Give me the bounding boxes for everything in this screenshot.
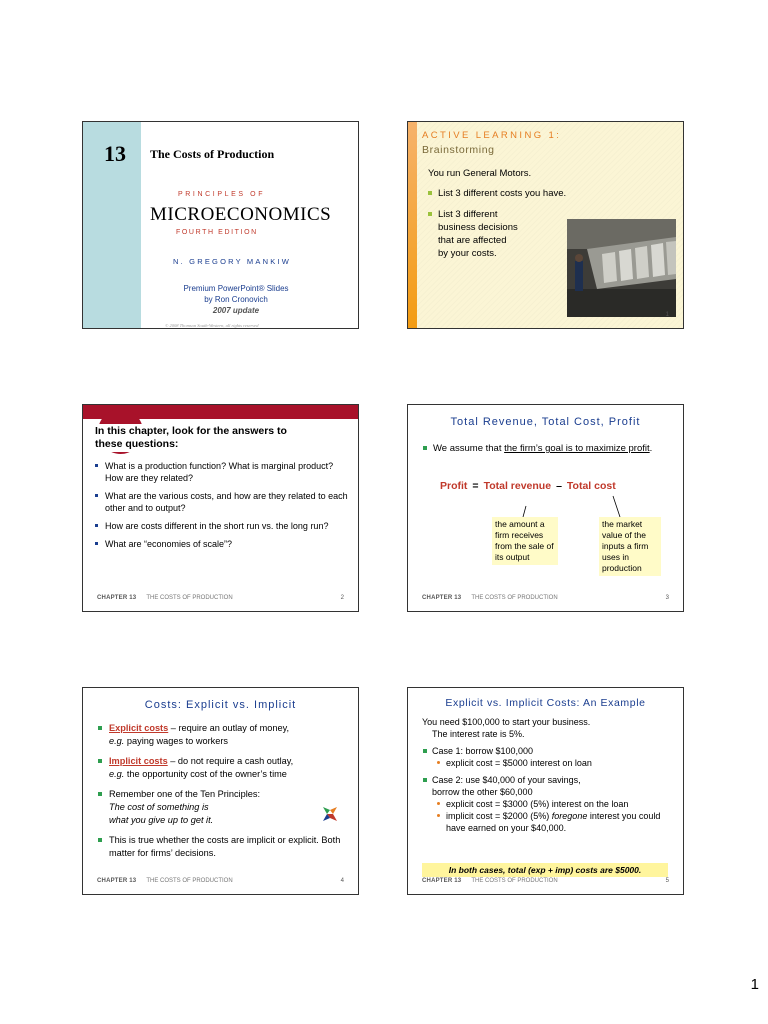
edition: FOURTH EDITION xyxy=(176,229,258,236)
example-body xyxy=(422,716,677,839)
book-title: MICROECONOMICS xyxy=(150,204,332,225)
brainstorming-label: Brainstorming xyxy=(422,144,495,156)
slide-number: 4 xyxy=(340,878,344,884)
explicit-item: Explicit costs – require an outlay of money, e.g. paying wages to workers xyxy=(96,722,351,748)
slide-title: Total Revenue, Total Cost, Profit xyxy=(450,416,641,428)
slide-footer: CHAPTER 13 THE COSTS OF PRODUCTION 5 xyxy=(422,878,669,884)
bullet-1: List 3 different costs you have. xyxy=(428,187,566,200)
author: N. GREGORY MANKIW xyxy=(173,257,291,266)
slide-explicit-implicit xyxy=(82,687,359,895)
premium-line-2: by Ron Cronovich xyxy=(204,295,268,304)
copyright: © 2008 Thomson South-Western, all rights reserved xyxy=(165,323,259,328)
slide-title: Explicit vs. Implicit Costs: An Example xyxy=(445,697,646,709)
slide-number: 3 xyxy=(665,595,669,601)
revenue-definition: the amount a firm receives from the sale of its output xyxy=(492,517,558,565)
intro-text: You run General Motors. xyxy=(428,168,532,179)
slide-title xyxy=(82,121,359,329)
slide-chapter-questions xyxy=(82,404,359,612)
implicit-item: Implicit costs – do not require a cash outlay, e.g. the opportunity cost of the owner’s time xyxy=(96,755,351,781)
update-note: 2007 update xyxy=(212,306,260,315)
list-item: What is a production function? What is marginal product? How are they related? xyxy=(93,460,348,484)
connector-lines xyxy=(408,405,684,612)
premium-slides xyxy=(171,283,301,305)
list-item: What are the various costs, and how are they related to each other and to output? xyxy=(93,490,348,514)
questions-heading: In this chapter, look for the answers to these questions: xyxy=(93,424,347,452)
slide-footer: CHAPTER 13 THE COSTS OF PRODUCTION 4 xyxy=(97,878,344,884)
slide-active-learning xyxy=(407,121,684,329)
slide-title: Costs: Explicit vs. Implicit xyxy=(144,699,297,711)
bullet-2: List 3 different business decisions that are affected by your costs. xyxy=(428,208,518,260)
active-learning-label: ACTIVE LEARNING 1: xyxy=(422,130,562,141)
bullet-icon xyxy=(428,191,432,195)
principle-item: Remember one of the Ten Principles: The cost of something is what you give up to get it. xyxy=(96,788,351,827)
ten-principles-icon xyxy=(320,804,340,824)
assembly-line-photo xyxy=(567,219,676,317)
slide-total-revenue xyxy=(407,404,684,612)
slide-number: 2 xyxy=(340,595,344,601)
assumption-bullet: We assume that the firm’s goal is to maximize profit. xyxy=(423,442,668,456)
slide-footer: CHAPTER 13 THE COSTS OF PRODUCTION 2 xyxy=(97,595,344,601)
slide-number: 1 xyxy=(665,312,669,318)
principles-of: PRINCIPLES OF xyxy=(178,191,266,198)
both-matter-item: This is true whether the costs are implicit or explicit. Both matter for firms’ decisions. xyxy=(96,834,351,860)
slide-cost-example xyxy=(407,687,684,895)
page-number: 1 xyxy=(750,976,759,993)
chapter-number: 13 xyxy=(104,141,126,166)
chapter-title: The Costs of Production xyxy=(150,147,275,161)
orange-bar xyxy=(408,122,417,328)
case-2: Case 2: use $40,000 of your savings, borrow the other $60,000 explicit cost = $3000 (5%) interest on the loan implicit cost = $2000 (5%) foregone interest you could have earned on your $40,000. xyxy=(422,774,677,834)
bullet-icon xyxy=(428,212,432,216)
list-item: What are “economies of scale”? xyxy=(93,538,348,550)
intro-text: You need $100,000 to start your business. The interest rate is 5%. xyxy=(422,717,591,739)
cost-list xyxy=(96,722,351,867)
slide-number: 5 xyxy=(665,878,669,884)
case-1: Case 1: borrow $100,000 explicit cost = $5000 interest on loan xyxy=(422,745,677,769)
questions-list xyxy=(93,460,348,556)
list-item: How are costs different in the short run vs. the long run? xyxy=(93,520,348,532)
cost-definition: the market value of the inputs a firm uses in production xyxy=(599,517,661,576)
slide-footer: CHAPTER 13 THE COSTS OF PRODUCTION 3 xyxy=(422,595,669,601)
premium-line-1: Premium PowerPoint® Slides xyxy=(183,284,289,293)
highlight-conclusion: In both cases, total (exp + imp) costs are $5000. xyxy=(422,863,668,877)
profit-equation: Profit = Total revenue – Total cost xyxy=(440,480,616,492)
